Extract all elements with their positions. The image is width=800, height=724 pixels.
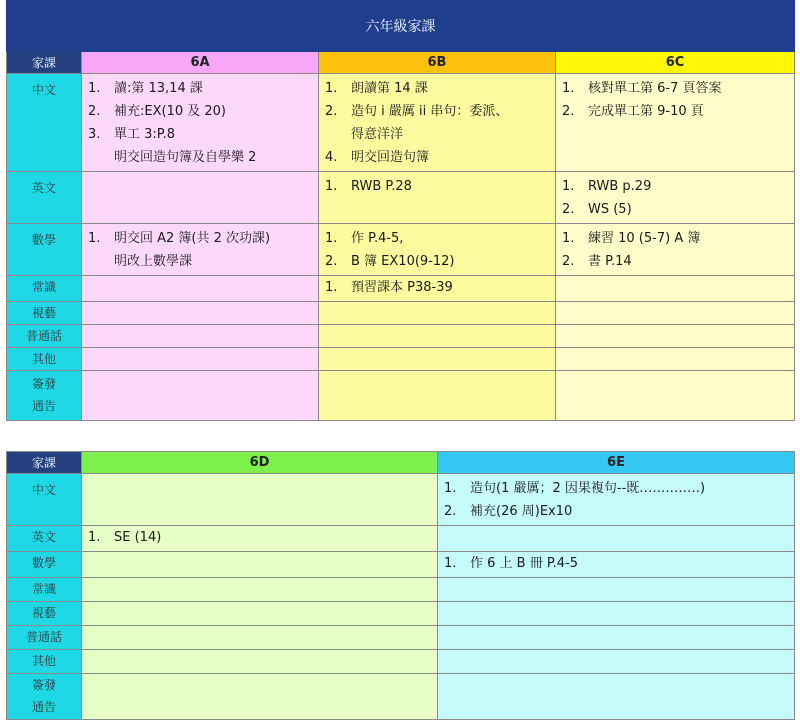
item-number: 2. (325, 104, 338, 119)
homework-item (325, 100, 551, 123)
cell-6d-gs (82, 578, 438, 602)
cell-6b-chinese (319, 74, 556, 172)
homework-item (325, 227, 551, 250)
item-number: 2. (562, 254, 575, 269)
item-text: B 簿 EX10(9-12) (351, 254, 455, 269)
class-header-6d: 6D (82, 452, 438, 474)
cell-6e-english (438, 526, 795, 552)
homework-item (325, 175, 551, 198)
cell-6e-gs (438, 578, 795, 602)
item-number: 1. (562, 231, 575, 246)
item-text: 明交回造句簿及自學樂 2 (114, 150, 257, 165)
homework-item (562, 198, 790, 221)
item-text: 作 P.4-5, (351, 231, 404, 246)
item-text: 得意洋洋 (351, 127, 404, 142)
subject-notice-bottom-line2: 通告 (31, 700, 56, 714)
subject-visual-arts-bottom: 視藝 (7, 602, 82, 626)
item-text: 補充(26 周)Ex10 (470, 504, 573, 519)
item-number: 2. (562, 104, 575, 119)
cell-6e-chinese (438, 474, 795, 526)
cell-6a-others (82, 348, 319, 371)
subject-notice-line2: 通告 (31, 399, 56, 413)
item-text: 預習課本 P38-39 (351, 280, 453, 295)
homework-item (88, 227, 314, 250)
item-text: 完成單工第 9-10 頁 (588, 104, 704, 119)
homework-table-bottom (6, 451, 795, 720)
item-number: 1. (88, 530, 101, 545)
item-text: 作 6 上 B 冊 P.4-5 (470, 556, 579, 571)
class-header-6c: 6C (556, 52, 795, 74)
subject-gs: 常識 (7, 276, 82, 302)
subject-english-bottom: 英文 (7, 526, 82, 552)
subject-putonghua: 普通話 (7, 325, 82, 348)
subject-english: 英文 (7, 172, 82, 224)
homework-item (88, 526, 433, 549)
cell-6b-notice (319, 371, 556, 421)
cell-6e-notice (438, 674, 795, 720)
cell-6d-visual-arts (82, 602, 438, 626)
subject-others: 其他 (7, 348, 82, 371)
homework-item (444, 500, 790, 523)
item-number: 1. (88, 231, 101, 246)
item-number: 1. (325, 81, 338, 96)
homework-item (562, 250, 790, 273)
item-text: 明交回 A2 簿(共 2 次功課) (114, 231, 271, 246)
item-text: 單工 3:P.8 (114, 127, 176, 142)
cell-6e-putonghua (438, 626, 795, 650)
header-label: 家課 (7, 52, 82, 74)
item-text: 朗讀第 14 課 (351, 81, 428, 96)
homework-item (88, 146, 314, 169)
homework-item (562, 77, 790, 100)
cell-6e-math (438, 552, 795, 578)
cell-6b-others (319, 348, 556, 371)
subject-others-bottom: 其他 (7, 650, 82, 674)
cell-6a-math (82, 224, 319, 276)
item-text: 練習 10 (5-7) A 簿 (588, 231, 701, 246)
item-text: WS (5) (588, 202, 632, 217)
cell-6a-english (82, 172, 319, 224)
item-number: 2. (444, 504, 457, 519)
item-text: RWB p.29 (588, 179, 652, 194)
cell-6a-gs (82, 276, 319, 302)
item-number: 1. (88, 81, 101, 96)
cell-6d-putonghua (82, 626, 438, 650)
page-title (7, 1, 795, 52)
item-number: 1. (325, 231, 338, 246)
item-number: 3. (88, 127, 101, 142)
item-number: 1. (562, 179, 575, 194)
cell-6d-others (82, 650, 438, 674)
subject-putonghua-bottom: 普通話 (7, 626, 82, 650)
cell-6b-english (319, 172, 556, 224)
cell-6c-notice (556, 371, 795, 421)
item-text: 造句(1 嚴厲；2 因果複句--既‥‥‥‥‥‥‥) (470, 481, 706, 496)
class-header-6e: 6E (438, 452, 795, 474)
cell-6c-putonghua (556, 325, 795, 348)
homework-item (444, 552, 790, 575)
item-text: 造句 i 嚴厲 ii 串句：委派、 (351, 104, 509, 119)
item-text: 核對單工第 6-7 頁答案 (588, 81, 722, 96)
cell-6d-math (82, 552, 438, 578)
item-number: 1. (562, 81, 575, 96)
homework-item (88, 100, 314, 123)
subject-notice-bottom-line1: 簽發 (31, 678, 56, 692)
subject-math-bottom: 數學 (7, 552, 82, 578)
cell-6c-chinese (556, 74, 795, 172)
cell-6e-visual-arts (438, 602, 795, 626)
homework-item (562, 227, 790, 250)
class-header-6b: 6B (319, 52, 556, 74)
cell-6b-putonghua (319, 325, 556, 348)
homework-item (325, 123, 551, 146)
header-label-bottom: 家課 (7, 452, 82, 474)
item-number: 1. (444, 556, 457, 571)
homework-item (88, 77, 314, 100)
item-number: 2. (325, 254, 338, 269)
subject-gs-bottom: 常識 (7, 578, 82, 602)
item-text: 讀:第 13,14 課 (114, 81, 203, 96)
cell-6b-gs (319, 276, 556, 302)
class-header-6a: 6A (82, 52, 319, 74)
homework-item (325, 276, 551, 299)
homework-item (88, 250, 314, 273)
item-text: 補充:EX(10 及 20) (114, 104, 226, 119)
homework-item (325, 77, 551, 100)
homework-item (88, 123, 314, 146)
subject-notice-line1: 簽發 (31, 377, 56, 391)
cell-6b-math (319, 224, 556, 276)
page-title-text: 六年級家課 (365, 19, 436, 35)
cell-6d-notice (82, 674, 438, 720)
homework-item (562, 175, 790, 198)
item-number: 4. (325, 150, 338, 165)
item-number: 2. (562, 202, 575, 217)
homework-table-top (6, 0, 795, 421)
cell-6a-visual-arts (82, 302, 319, 325)
item-text: 書 P.14 (588, 254, 632, 269)
homework-item (325, 146, 551, 169)
subject-notice (7, 371, 82, 421)
item-number: 1. (325, 179, 338, 194)
homework-item (325, 250, 551, 273)
item-text: RWB P.28 (351, 179, 412, 194)
subject-chinese-bottom: 中文 (7, 474, 82, 526)
homework-item (562, 100, 790, 123)
item-number: 1. (325, 280, 338, 295)
item-text: 明改上數學課 (114, 254, 193, 269)
cell-6a-notice (82, 371, 319, 421)
cell-6c-english (556, 172, 795, 224)
cell-6d-chinese (82, 474, 438, 526)
cell-6c-visual-arts (556, 302, 795, 325)
subject-chinese: 中文 (7, 74, 82, 172)
cell-6e-others (438, 650, 795, 674)
cell-6c-others (556, 348, 795, 371)
item-number: 2. (88, 104, 101, 119)
item-text: 明交回造句簿 (351, 150, 430, 165)
cell-6d-english (82, 526, 438, 552)
cell-6c-math (556, 224, 795, 276)
subject-visual-arts: 視藝 (7, 302, 82, 325)
cell-6a-putonghua (82, 325, 319, 348)
item-text: SE (14) (114, 530, 162, 545)
subject-math: 數學 (7, 224, 82, 276)
item-number: 1. (444, 481, 457, 496)
subject-notice-bottom (7, 674, 82, 720)
cell-6b-visual-arts (319, 302, 556, 325)
homework-item (444, 477, 790, 500)
cell-6a-chinese (82, 74, 319, 172)
cell-6c-gs (556, 276, 795, 302)
